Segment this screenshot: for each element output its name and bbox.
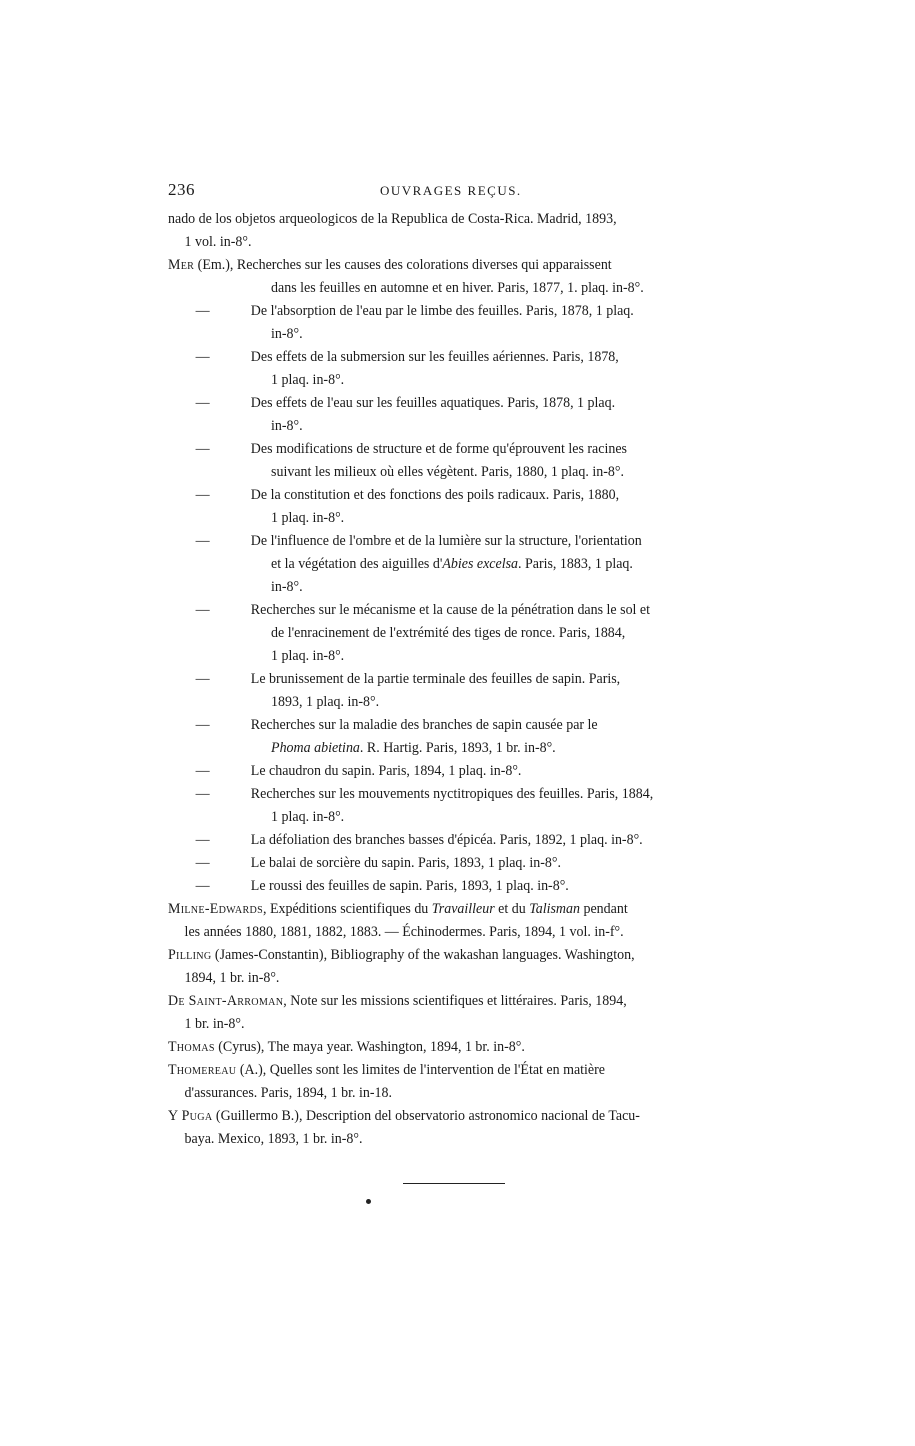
entry-text: (Guillermo B.), Description del observatorio astronomico nacional de Tacu- bbox=[212, 1107, 640, 1124]
italic-title: Talisman bbox=[529, 900, 580, 917]
author-name: Mer bbox=[168, 256, 195, 273]
entry-line bbox=[168, 828, 749, 851]
entry-text: in-8°. bbox=[271, 578, 303, 595]
entry-text: De l'influence de l'ombre et de la lumière sur la structure, l'orientation bbox=[250, 532, 642, 549]
entry-line bbox=[168, 1104, 749, 1127]
entry-line bbox=[168, 989, 749, 1012]
author-name: Y Puga bbox=[168, 1107, 213, 1124]
entry-line bbox=[168, 920, 749, 943]
italic-title: Travailleur bbox=[431, 900, 495, 917]
entry-line bbox=[168, 713, 749, 736]
entry-text: 1 plaq. in-8°. bbox=[271, 371, 345, 388]
entry-text: et la végétation des aiguilles d' bbox=[271, 555, 443, 572]
entry-line bbox=[168, 943, 749, 966]
author-name: De Saint-Arroman bbox=[168, 992, 284, 1009]
ditto-dash: — bbox=[195, 762, 210, 779]
entry-line bbox=[168, 874, 749, 897]
entry-line bbox=[168, 1058, 749, 1081]
ditto-dash: — bbox=[195, 348, 210, 365]
entry-line bbox=[168, 621, 749, 644]
page-number: 236 bbox=[168, 180, 195, 199]
entry-text: Recherches sur le mécanisme et la cause de la pénétration dans le sol et bbox=[250, 601, 651, 618]
entry-line bbox=[168, 1012, 749, 1035]
entry-text: in-8°. bbox=[271, 417, 303, 434]
ditto-dash: — bbox=[195, 601, 210, 618]
entry-text: Le roussi des feuilles de sapin. Paris, 1893, 1 plaq. in-8°. bbox=[250, 877, 569, 894]
entry-text: De l'absorption de l'eau par le limbe des feuilles. Paris, 1878, 1 plaq. bbox=[250, 302, 634, 319]
ditto-dash: — bbox=[195, 670, 210, 687]
entry-text: , Expéditions scientifiques du bbox=[262, 900, 432, 917]
entry-line bbox=[168, 575, 749, 598]
entry-text: 1 plaq. in-8°. bbox=[271, 509, 345, 526]
entry-line bbox=[168, 322, 749, 345]
entry-line bbox=[168, 506, 749, 529]
entry-line bbox=[168, 552, 749, 575]
entry-text: . Paris, 1883, 1 plaq. bbox=[518, 555, 633, 572]
entry-text: . R. Hartig. Paris, 1893, 1 br. in-8°. bbox=[359, 739, 556, 756]
bibliography-list bbox=[168, 207, 749, 1150]
entry-text: et du bbox=[494, 900, 530, 917]
entry-text: Le chaudron du sapin. Paris, 1894, 1 plaq. in-8°. bbox=[250, 762, 522, 779]
entry-line bbox=[168, 644, 749, 667]
entry-line bbox=[168, 230, 749, 253]
entry-text: de l'enracinement de l'extrémité des tiges de ronce. Paris, 1884, bbox=[271, 624, 626, 641]
author-name: Thomereau bbox=[168, 1061, 237, 1078]
ditto-dash: — bbox=[195, 302, 210, 319]
entry-line bbox=[168, 253, 749, 276]
entry-line bbox=[168, 782, 749, 805]
entry-text: pendant bbox=[579, 900, 628, 917]
entry-text: baya. Mexico, 1893, 1 br. in-8°. bbox=[184, 1130, 363, 1147]
entry-line bbox=[168, 391, 749, 414]
entry-text: 1894, 1 br. in-8°. bbox=[184, 969, 280, 986]
ditto-dash: — bbox=[195, 877, 210, 894]
ditto-dash: — bbox=[195, 486, 210, 503]
running-title: OUVRAGES REÇUS. bbox=[380, 183, 522, 198]
entry-text: les années 1880, 1881, 1882, 1883. — Échinodermes. Paris, 1894, 1 vol. in-f°. bbox=[184, 923, 624, 940]
entry-line bbox=[168, 897, 749, 920]
author-name: Thomas bbox=[168, 1038, 215, 1055]
ditto-dash: — bbox=[195, 854, 210, 871]
entry-line bbox=[168, 483, 749, 506]
entry-text: Recherches sur les mouvements nyctitropiques des feuilles. Paris, 1884, bbox=[250, 785, 654, 802]
entry-text: (A.), Quelles sont les limites de l'intervention de l'État en matière bbox=[236, 1061, 605, 1078]
entry-line bbox=[168, 736, 749, 759]
entry-line bbox=[168, 368, 749, 391]
entry-text: dans les feuilles en automne et en hiver. Paris, 1877, 1. plaq. in-8°. bbox=[271, 279, 644, 296]
italic-title: Phoma abietina bbox=[271, 739, 360, 756]
entry-line bbox=[168, 1127, 749, 1150]
entry-text: Des effets de l'eau sur les feuilles aquatiques. Paris, 1878, 1 plaq. bbox=[250, 394, 616, 411]
page-header bbox=[168, 180, 748, 202]
entry-line bbox=[168, 437, 749, 460]
entry-text: Des modifications de structure et de forme qu'éprouvent les racines bbox=[250, 440, 627, 457]
ditto-dash: — bbox=[195, 440, 210, 457]
entry-text: 1893, 1 plaq. in-8°. bbox=[271, 693, 380, 710]
entry-line bbox=[168, 207, 749, 230]
ink-speck bbox=[366, 1199, 371, 1204]
entry-line bbox=[168, 690, 749, 713]
entry-line bbox=[168, 805, 749, 828]
entry-line bbox=[168, 851, 749, 874]
entry-line bbox=[168, 299, 749, 322]
entry-text: (Cyrus), The maya year. Washington, 1894, 1 br. in-8°. bbox=[214, 1038, 525, 1055]
entry-text: Le brunissement de la partie terminale des feuilles de sapin. Paris, bbox=[250, 670, 621, 687]
entry-text: Des effets de la submersion sur les feuilles aériennes. Paris, 1878, bbox=[250, 348, 619, 365]
ditto-dash: — bbox=[195, 532, 210, 549]
closing-rule bbox=[403, 1183, 505, 1184]
italic-title: Abies excelsa bbox=[442, 555, 519, 572]
ditto-dash: — bbox=[195, 394, 210, 411]
entry-line bbox=[168, 276, 749, 299]
author-name: Pilling bbox=[168, 946, 212, 963]
entry-line bbox=[168, 667, 749, 690]
ditto-dash: — bbox=[195, 831, 210, 848]
entry-text: 1 plaq. in-8°. bbox=[271, 808, 345, 825]
entry-line bbox=[168, 1081, 749, 1104]
entry-line bbox=[168, 759, 749, 782]
ditto-dash: — bbox=[195, 716, 210, 733]
author-name: Milne-Edwards bbox=[168, 900, 263, 917]
entry-line bbox=[168, 1035, 749, 1058]
entry-text: De la constitution et des fonctions des poils radicaux. Paris, 1880, bbox=[250, 486, 620, 503]
entry-text: suivant les milieux où elles végètent. Paris, 1880, 1 plaq. in-8°. bbox=[271, 463, 624, 480]
entry-text: in-8°. bbox=[271, 325, 303, 342]
entry-line bbox=[168, 966, 749, 989]
entry-text: Recherches sur la maladie des branches de sapin causée par le bbox=[250, 716, 598, 733]
entry-line bbox=[168, 529, 749, 552]
entry-text: Le balai de sorcière du sapin. Paris, 1893, 1 plaq. in-8°. bbox=[250, 854, 561, 871]
entry-line bbox=[168, 414, 749, 437]
entry-text: La défoliation des branches basses d'épicéa. Paris, 1892, 1 plaq. in-8°. bbox=[250, 831, 643, 848]
entry-text: 1 plaq. in-8°. bbox=[271, 647, 345, 664]
entry-line bbox=[168, 345, 749, 368]
ditto-dash: — bbox=[195, 785, 210, 802]
entry-line bbox=[168, 598, 749, 621]
entry-text: nado de los objetos arqueologicos de la Republica de Costa-Rica. Madrid, 1893, bbox=[168, 210, 617, 227]
entry-text: d'assurances. Paris, 1894, 1 br. in-18. bbox=[184, 1084, 392, 1101]
entry-text: (James-Constantin), Bibliography of the wakashan languages. Washington, bbox=[211, 946, 635, 963]
entry-text: 1 br. in-8°. bbox=[184, 1015, 245, 1032]
entry-text: 1 vol. in-8°. bbox=[184, 233, 252, 250]
entry-line bbox=[168, 460, 749, 483]
entry-text: (Em.), Recherches sur les causes des colorations diverses qui apparaissent bbox=[194, 256, 612, 273]
entry-text: , Note sur les missions scientifiques et littéraires. Paris, 1894, bbox=[283, 992, 627, 1009]
